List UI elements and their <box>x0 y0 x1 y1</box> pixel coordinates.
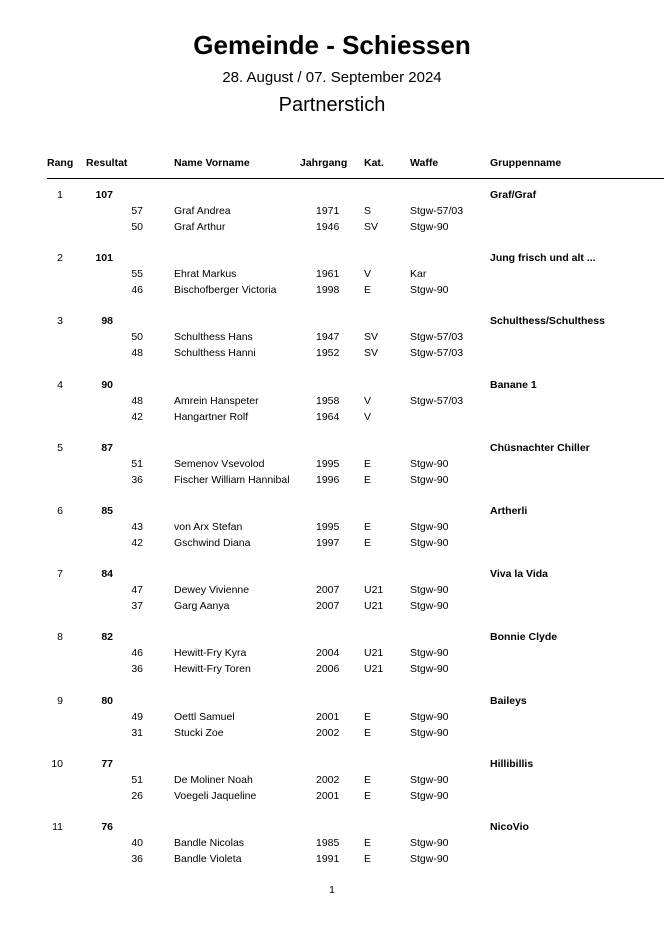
shooter-birth-year: 1958 <box>316 394 340 407</box>
shooter-category: V <box>364 410 372 423</box>
shooter-weapon: Stgw-57/03 <box>410 205 464 217</box>
shooter-name: von Arx Stefan <box>174 521 243 533</box>
shooter-points: 26 <box>131 789 143 802</box>
shooter-category: E <box>364 853 372 865</box>
shooter-category: E <box>364 710 372 723</box>
shooter-weapon: Stgw-57/03 <box>410 394 464 407</box>
shooter-name: Voegeli Jaqueline <box>174 789 257 802</box>
shooter-name: Fischer William Hannibal <box>174 473 290 486</box>
column-header-rang: Rang <box>47 157 74 169</box>
shooter-birth-year: 1995 <box>316 457 340 470</box>
shooter-points: 46 <box>131 284 143 297</box>
shooter-category: SV <box>364 331 379 344</box>
shooter-name: Garg Aanya <box>174 600 230 613</box>
total-result: 85 <box>101 505 113 517</box>
result-group <box>0 695 664 755</box>
column-header-waffe: Waffe <box>410 157 439 169</box>
rank: 11 <box>52 821 63 833</box>
shooter-category: V <box>364 394 372 407</box>
result-group <box>0 189 664 249</box>
shooter-category: SV <box>364 347 379 360</box>
column-header-gruppenname: Gruppenname <box>490 157 562 169</box>
shooter-weapon: Stgw-90 <box>410 726 449 739</box>
shooter-weapon: Stgw-90 <box>410 537 449 549</box>
shooter-points: 37 <box>131 600 143 613</box>
shooter-weapon: Stgw-90 <box>410 600 449 613</box>
shooter-weapon: Stgw-57/03 <box>410 331 464 344</box>
group-name: Baileys <box>490 694 527 707</box>
rank: 2 <box>57 252 63 265</box>
shooter-weapon: Stgw-90 <box>410 647 449 660</box>
total-result: 98 <box>101 315 113 328</box>
shooter-weapon: Stgw-90 <box>410 473 449 486</box>
shooter-weapon: Stgw-90 <box>410 584 449 597</box>
shooter-points: 46 <box>131 647 143 660</box>
total-result: 76 <box>101 821 113 833</box>
column-header-name: Name Vorname <box>174 157 250 169</box>
group-name: Graf/Graf <box>490 189 537 201</box>
shooter-name: Ehrat Markus <box>174 268 237 281</box>
shooter-name: Dewey Vivienne <box>174 584 250 597</box>
shooter-points: 42 <box>131 410 143 423</box>
shooter-birth-year: 2001 <box>316 710 340 723</box>
shooter-birth-year: 1997 <box>316 537 340 549</box>
rank: 3 <box>57 315 63 328</box>
shooter-weapon: Stgw-90 <box>410 853 449 865</box>
shooter-points: 31 <box>131 726 143 739</box>
shooter-weapon: Stgw-90 <box>410 221 449 233</box>
shooter-birth-year: 1971 <box>316 205 340 217</box>
result-group <box>0 442 664 502</box>
shooter-category: E <box>364 789 372 802</box>
shooter-category: SV <box>364 221 379 233</box>
shooter-weapon: Stgw-90 <box>410 663 449 676</box>
result-group <box>0 758 664 818</box>
page-title: Gemeinde - Schiessen <box>193 30 471 60</box>
shooter-category: U21 <box>364 584 384 597</box>
shooter-birth-year: 1946 <box>316 221 340 233</box>
page-number: 1 <box>329 884 335 896</box>
rank: 1 <box>57 189 63 201</box>
shooter-birth-year: 1996 <box>316 473 340 486</box>
shooter-points: 50 <box>131 331 143 344</box>
shooter-name: Schulthess Hans <box>174 331 253 344</box>
total-result: 101 <box>95 252 113 265</box>
shooter-points: 42 <box>131 537 143 549</box>
shooter-name: Bandle Violeta <box>174 853 242 865</box>
rank: 7 <box>57 568 63 581</box>
shooter-birth-year: 2002 <box>316 773 340 786</box>
shooter-weapon: Stgw-90 <box>410 773 449 786</box>
shooter-points: 36 <box>131 853 143 865</box>
event-dates: 28. August / 07. September 2024 <box>222 69 442 86</box>
shooter-category: E <box>364 457 372 470</box>
rank: 10 <box>51 757 63 770</box>
shooter-points: 51 <box>131 773 143 786</box>
group-name: Viva la Vida <box>490 568 548 581</box>
shooter-category: S <box>364 205 372 217</box>
shooter-birth-year: 2004 <box>316 647 340 660</box>
shooter-birth-year: 1998 <box>316 284 340 297</box>
shooter-birth-year: 1985 <box>316 837 340 849</box>
shooter-weapon: Stgw-90 <box>410 284 449 297</box>
group-name: Banane 1 <box>490 378 537 391</box>
group-name: Jung frisch und alt ... <box>490 252 596 265</box>
shooter-category: E <box>364 473 372 486</box>
shooter-name: Semenov Vsevolod <box>174 457 265 470</box>
shooter-points: 48 <box>131 394 143 407</box>
shooter-points: 57 <box>131 205 143 217</box>
shooter-birth-year: 2002 <box>316 726 340 739</box>
shooter-birth-year: 1964 <box>316 410 340 423</box>
shooter-weapon: Stgw-90 <box>410 837 449 849</box>
shooter-name: Bandle Nicolas <box>174 837 245 849</box>
shooter-name: Graf Andrea <box>174 205 231 217</box>
rank: 8 <box>57 631 63 644</box>
group-name: Artherli <box>490 505 528 517</box>
result-group <box>0 379 664 439</box>
rank: 6 <box>57 505 63 517</box>
shooter-weapon: Stgw-57/03 <box>410 347 464 360</box>
result-group <box>0 821 664 881</box>
total-result: 107 <box>95 189 113 201</box>
result-group <box>0 315 664 375</box>
column-header-jahrgang: Jahrgang <box>300 157 348 169</box>
shooter-points: 40 <box>131 837 143 849</box>
total-result: 90 <box>101 378 113 391</box>
result-group <box>0 505 664 565</box>
group-name: Chüsnachter Chiller <box>490 441 590 454</box>
shooter-birth-year: 1952 <box>316 347 340 360</box>
shooter-birth-year: 2007 <box>316 600 340 613</box>
shooter-category: U21 <box>364 647 384 660</box>
total-result: 84 <box>101 568 113 581</box>
shooter-points: 47 <box>131 584 143 597</box>
result-group <box>0 252 664 312</box>
shooter-birth-year: 2006 <box>316 663 340 676</box>
shooter-birth-year: 1961 <box>316 268 340 281</box>
shooter-name: Stucki Zoe <box>174 726 224 739</box>
shooter-name: Graf Arthur <box>174 221 226 233</box>
shooter-birth-year: 1947 <box>316 331 340 344</box>
total-result: 80 <box>101 694 113 707</box>
rank: 5 <box>57 441 63 454</box>
event-subtitle: Partnerstich <box>278 94 386 116</box>
shooter-category: V <box>364 268 372 281</box>
rank: 4 <box>57 378 63 391</box>
shooter-weapon: Stgw-90 <box>410 457 449 470</box>
shooter-category: U21 <box>364 600 384 613</box>
column-header-resultat: Resultat <box>86 157 128 169</box>
shooter-points: 55 <box>131 268 143 281</box>
shooter-weapon: Stgw-90 <box>410 710 449 723</box>
total-result: 87 <box>101 441 113 454</box>
shooter-name: Schulthess Hanni <box>174 347 256 360</box>
shooter-name: Oettl Samuel <box>174 710 235 723</box>
shooter-name: Hewitt-Fry Kyra <box>174 647 247 660</box>
group-name: NicoVio <box>490 821 529 833</box>
shooter-name: Hewitt-Fry Toren <box>174 663 251 676</box>
group-name: Schulthess/Schulthess <box>490 315 605 328</box>
group-name: Bonnie Clyde <box>490 631 558 644</box>
group-name: Hillibillis <box>490 757 534 770</box>
shooter-points: 50 <box>131 221 143 233</box>
shooter-points: 36 <box>131 663 143 676</box>
shooter-category: E <box>364 726 372 739</box>
rank: 9 <box>57 694 63 707</box>
shooter-category: E <box>364 521 372 533</box>
total-result: 77 <box>101 757 113 770</box>
result-group <box>0 631 664 691</box>
shooter-birth-year: 1991 <box>316 853 340 865</box>
shooter-birth-year: 1995 <box>316 521 340 533</box>
shooter-points: 48 <box>131 347 143 360</box>
shooter-name: Bischofberger Victoria <box>174 284 277 297</box>
shooter-category: E <box>364 537 372 549</box>
shooter-weapon: Stgw-90 <box>410 521 449 533</box>
column-header-kat: Kat. <box>364 157 384 169</box>
shooter-category: E <box>364 773 372 786</box>
shooter-weapon: Kar <box>410 268 427 281</box>
shooter-birth-year: 2001 <box>316 789 340 802</box>
shooter-category: E <box>364 837 372 849</box>
shooter-points: 51 <box>131 457 143 470</box>
shooter-points: 43 <box>131 521 143 533</box>
shooter-category: E <box>364 284 372 297</box>
shooter-name: De Moliner Noah <box>174 773 253 786</box>
shooter-birth-year: 2007 <box>316 584 340 597</box>
shooter-weapon: Stgw-90 <box>410 789 449 802</box>
total-result: 82 <box>101 631 113 644</box>
shooter-name: Hangartner Rolf <box>174 410 249 423</box>
shooter-name: Amrein Hanspeter <box>174 394 259 407</box>
shooter-category: U21 <box>364 663 384 676</box>
shooter-name: Gschwind Diana <box>174 537 251 549</box>
shooter-points: 36 <box>131 473 143 486</box>
shooter-points: 49 <box>131 710 143 723</box>
result-group <box>0 568 664 628</box>
